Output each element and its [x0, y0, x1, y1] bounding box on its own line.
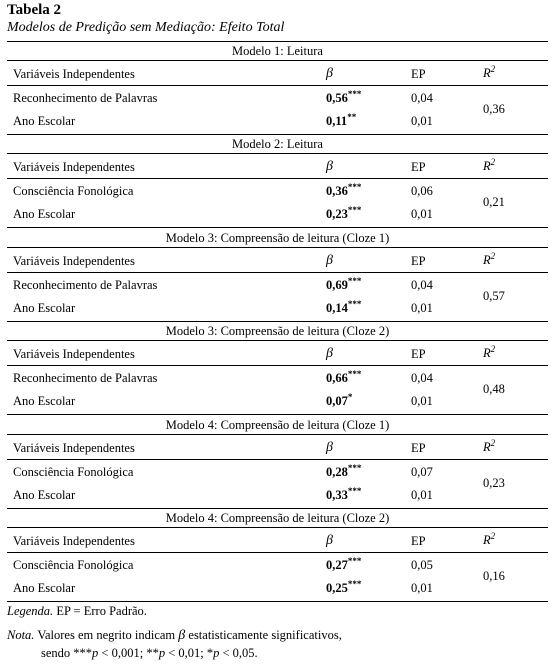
header-r2-base: R: [483, 66, 491, 80]
row-variable: Reconhecimento de Palavras: [13, 277, 158, 292]
header-variables: Variáveis Independentes: [13, 347, 135, 362]
significance-marker: ***: [347, 485, 362, 496]
row-ep: 0,01: [411, 207, 433, 222]
table-title: Tabela 2: [7, 2, 62, 18]
significance-marker: ***: [347, 369, 362, 380]
note-v3: < 0,05.: [219, 646, 258, 660]
note-line-1: [7, 628, 342, 644]
significance-marker: ***: [347, 182, 362, 193]
model-r2: 0,16: [483, 569, 505, 583]
beta-value: 0,28: [326, 464, 348, 479]
row-beta: [326, 578, 362, 595]
header-ep: EP: [411, 347, 426, 362]
row-variable: Ano Escolar: [13, 394, 76, 409]
header-r2-base: R: [483, 159, 491, 174]
significance-marker: ***: [347, 298, 362, 309]
beta-value: 0,11: [326, 114, 348, 128]
row-variable: Ano Escolar: [13, 581, 76, 595]
significance-marker: ***: [347, 88, 362, 99]
row-beta: [326, 555, 362, 572]
header-rule: [7, 552, 548, 553]
header-rule: [7, 365, 548, 366]
header-beta: β: [326, 533, 333, 548]
table-subtitle: Modelos de Predição sem Mediação: Efeito Total: [7, 20, 285, 35]
significance-marker: ***: [347, 205, 362, 216]
header-beta: β: [326, 346, 333, 362]
header-ep: EP: [411, 67, 426, 81]
note-label: Nota.: [7, 628, 35, 642]
model-title: Modelo 4: Compreensão de leitura (Cloze 1): [165, 417, 390, 432]
header-beta: β: [326, 159, 333, 175]
header-r2-sup: 2: [490, 344, 496, 355]
row-variable: Consciência Fonológica: [13, 184, 134, 199]
header-r2: [483, 346, 495, 360]
row-ep: 0,07: [411, 464, 433, 479]
row-beta: [326, 275, 362, 292]
header-beta: β: [326, 66, 333, 81]
header-r2: [483, 437, 496, 454]
model-title: Modelo 3: Compreensão de leitura (Cloze 2): [165, 324, 390, 339]
model-bottom-rule: [7, 134, 548, 135]
row-ep: 0,01: [411, 581, 433, 595]
model-r2: 0,57: [483, 288, 505, 303]
row-beta: [326, 394, 352, 408]
model-title-rule: [7, 153, 548, 154]
header-r2: [483, 250, 496, 267]
beta-value: 0,36: [326, 184, 348, 199]
note-text-before: Valores em negrito indicam: [34, 628, 179, 642]
header-r2-sup: 2: [490, 63, 496, 74]
note-p1: p: [92, 646, 99, 660]
row-ep: 0,01: [411, 394, 433, 409]
header-ep: EP: [411, 534, 426, 548]
model-title-rule: [7, 527, 548, 528]
row-ep: 0,06: [411, 184, 433, 199]
header-variables: Variáveis Independentes: [13, 440, 135, 455]
top-rule: [7, 41, 548, 42]
note-p3: p: [213, 646, 220, 660]
row-ep: 0,01: [411, 300, 433, 315]
row-variable: Ano Escolar: [13, 207, 76, 222]
beta-value: 0,07: [326, 394, 348, 409]
header-variables: Variáveis Independentes: [13, 67, 135, 81]
legend-label: Legenda.: [7, 604, 54, 618]
row-beta: [326, 184, 361, 198]
model-title-rule: [7, 247, 548, 248]
note-line2-prefix: sendo ***: [41, 646, 93, 660]
header-r2-base: R: [483, 252, 491, 267]
model-title: Modelo 1: Leitura: [232, 44, 323, 58]
legend: [7, 604, 147, 619]
beta-value: 0,14: [326, 300, 348, 315]
note-line-2: [41, 646, 258, 661]
header-r2-sup: 2: [490, 437, 496, 448]
header-rule: [7, 272, 548, 273]
header-r2-sup: 2: [490, 530, 496, 541]
header-ep: EP: [411, 160, 426, 175]
note-v2: < 0,01; *: [165, 646, 214, 660]
header-r2: [483, 159, 495, 173]
row-beta: [326, 485, 362, 502]
header-r2: [483, 63, 496, 80]
note-beta-symbol: β: [178, 628, 186, 643]
header-r2: [483, 530, 496, 547]
header-r2-base: R: [483, 346, 491, 361]
model-title-rule: [7, 60, 548, 61]
beta-value: 0,27: [326, 558, 348, 572]
significance-marker: ***: [347, 578, 362, 589]
significance-marker: *: [347, 392, 353, 403]
model-bottom-rule: [7, 601, 548, 602]
beta-value: 0,33: [326, 487, 348, 502]
model-title: Modelo 3: Compreensão de leitura (Cloze 1): [165, 230, 390, 245]
header-rule: [7, 85, 548, 86]
significance-marker: ***: [347, 555, 362, 566]
row-beta: [326, 462, 362, 479]
row-variable: Reconhecimento de Palavras: [13, 371, 158, 386]
header-rule: [7, 178, 548, 179]
row-ep: 0,04: [411, 91, 433, 105]
header-variables: Variáveis Independentes: [13, 534, 135, 548]
header-r2-base: R: [483, 533, 491, 547]
legend-text: EP = Erro Padrão.: [53, 604, 147, 618]
model-r2: 0,36: [483, 102, 505, 116]
header-rule: [7, 459, 548, 460]
note-text-after: estatisticamente significativos,: [185, 628, 342, 642]
model-bottom-rule: [7, 227, 548, 228]
beta-value: 0,56: [326, 91, 348, 105]
model-title-rule: [7, 434, 548, 435]
row-ep: 0,04: [411, 277, 433, 292]
model-title-rule: [7, 340, 548, 341]
model-r2: 0,21: [483, 195, 505, 210]
model-r2: 0,23: [483, 475, 505, 490]
row-beta: [326, 207, 361, 221]
beta-value: 0,25: [326, 581, 348, 595]
significance-marker: ***: [347, 462, 362, 473]
row-variable: Consciência Fonológica: [13, 464, 134, 479]
header-beta: β: [326, 439, 333, 455]
model-bottom-rule: [7, 414, 548, 415]
row-beta: [326, 111, 357, 128]
header-r2-sup: 2: [490, 250, 496, 261]
header-variables: Variáveis Independentes: [13, 253, 135, 268]
header-ep: EP: [411, 440, 426, 455]
note-v1: < 0,001; **: [98, 646, 159, 660]
model-r2: 0,48: [483, 382, 505, 397]
row-variable: Ano Escolar: [13, 487, 76, 502]
row-variable: Ano Escolar: [13, 114, 76, 128]
row-ep: 0,04: [411, 371, 433, 386]
header-beta: β: [326, 252, 333, 268]
row-beta: [326, 371, 361, 385]
row-ep: 0,01: [411, 114, 433, 128]
row-ep: 0,05: [411, 558, 433, 572]
significance-marker: **: [347, 111, 357, 122]
model-bottom-rule: [7, 508, 548, 509]
row-variable: Reconhecimento de Palavras: [13, 91, 158, 105]
significance-marker: ***: [347, 275, 362, 286]
model-title: Modelo 2: Leitura: [232, 137, 323, 152]
row-beta: [326, 298, 362, 315]
header-variables: Variáveis Independentes: [13, 160, 135, 175]
header-ep: EP: [411, 253, 426, 268]
row-variable: Ano Escolar: [13, 300, 76, 315]
row-beta: [326, 88, 362, 105]
beta-value: 0,69: [326, 277, 348, 292]
model-title: Modelo 4: Compreensão de leitura (Cloze 2): [165, 511, 390, 525]
header-r2-base: R: [483, 439, 491, 454]
note-p2: p: [158, 646, 166, 660]
header-r2-sup: 2: [490, 157, 496, 168]
model-bottom-rule: [7, 321, 548, 322]
beta-value: 0,66: [326, 371, 348, 386]
row-ep: 0,01: [411, 487, 433, 502]
row-variable: Consciência Fonológica: [13, 558, 134, 572]
beta-value: 0,23: [326, 207, 348, 222]
